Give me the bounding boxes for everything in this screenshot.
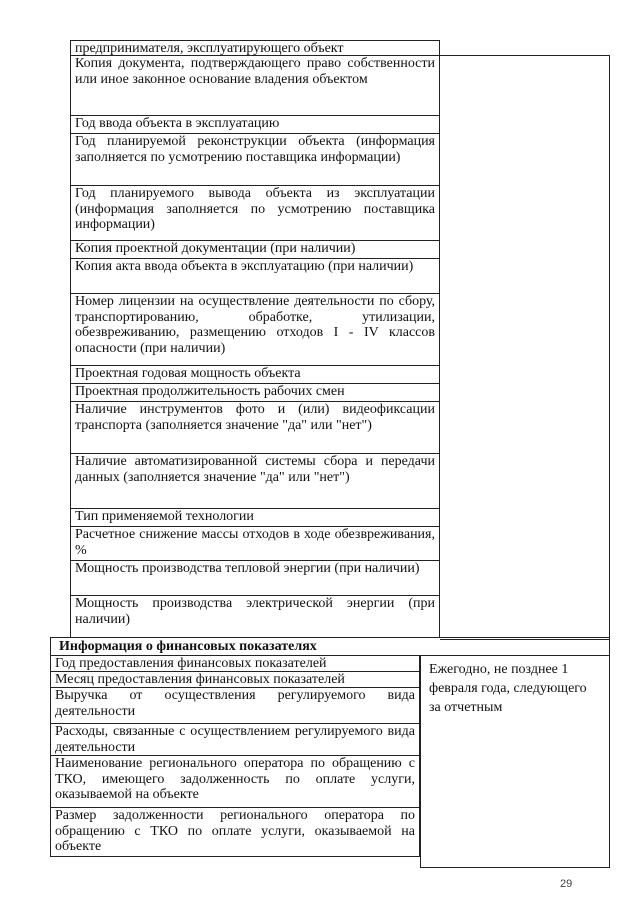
table-row: Год ввода объекта в эксплуатацию	[70, 115, 440, 133]
table-row: Расходы, связанные с осуществлением регулируемого вида деятельности	[50, 723, 420, 755]
frequency-text: Ежегодно, не позднее 1 февраля года, следующего за отчетным	[429, 662, 587, 715]
table-row: Копия документа, подтверждающего право собственности или иное законное основание владения объектом	[70, 55, 440, 115]
table-row: Мощность производства тепловой энергии (при наличии)	[70, 560, 440, 595]
table-row: Месяц предоставления финансовых показателей	[50, 671, 420, 687]
table-row: Проектная годовая мощность объекта	[70, 365, 440, 383]
empty-right-cell	[440, 55, 610, 640]
table-row: Наличие инструментов фото и (или) видеофиксации транспорта (заполняется значение "да" или "нет")	[70, 401, 440, 453]
page-number: 29	[560, 878, 573, 890]
table-row: Размер задолженности регионального оператора по обращению с ТКО по оплате услуги, оказываемой на объекте	[50, 807, 420, 857]
table-row: Копия проектной документации (при наличии)	[70, 240, 440, 258]
table-row: Тип применяемой технологии	[70, 508, 440, 526]
table-row: предпринимателя, эксплуатирующего объект	[70, 40, 440, 55]
table-row: Выручка от осуществления регулируемого вида деятельности	[50, 687, 420, 723]
table-row: Наличие автоматизированной системы сбора и передачи данных (заполняется значение "да" или "нет")	[70, 453, 440, 508]
frequency-cell	[420, 655, 610, 868]
table-row: Номер лицензии на осуществление деятельности по сбору, транспортированию, обработке, утилизации, обезвреживанию, размещению отходов I - IV классов опасности (при наличии)	[70, 293, 440, 365]
table-row: Копия акта ввода объекта в эксплуатацию (при наличии)	[70, 258, 440, 293]
table-row: Проектная продолжительность рабочих смен	[70, 383, 440, 401]
table-row: Мощность производства электрической энергии (при наличии)	[70, 595, 440, 637]
table-row: Год планируемого вывода объекта из эксплуатации (информация заполняется по усмотрению поставщика информации)	[70, 185, 440, 240]
table-row: Год планируемой реконструкции объекта (информация заполняется по усмотрению поставщика информации)	[70, 133, 440, 185]
table-row: Наименование регионального оператора по обращению с ТКО, имеющего задолженность по оплате услуги, оказываемой на объекте	[50, 755, 420, 807]
section-heading: Информация о финансовых показателях	[50, 637, 610, 655]
table-row: Расчетное снижение массы отходов в ходе обезвреживания, %	[70, 526, 440, 560]
table-row: Год предоставления финансовых показателей	[50, 655, 420, 671]
